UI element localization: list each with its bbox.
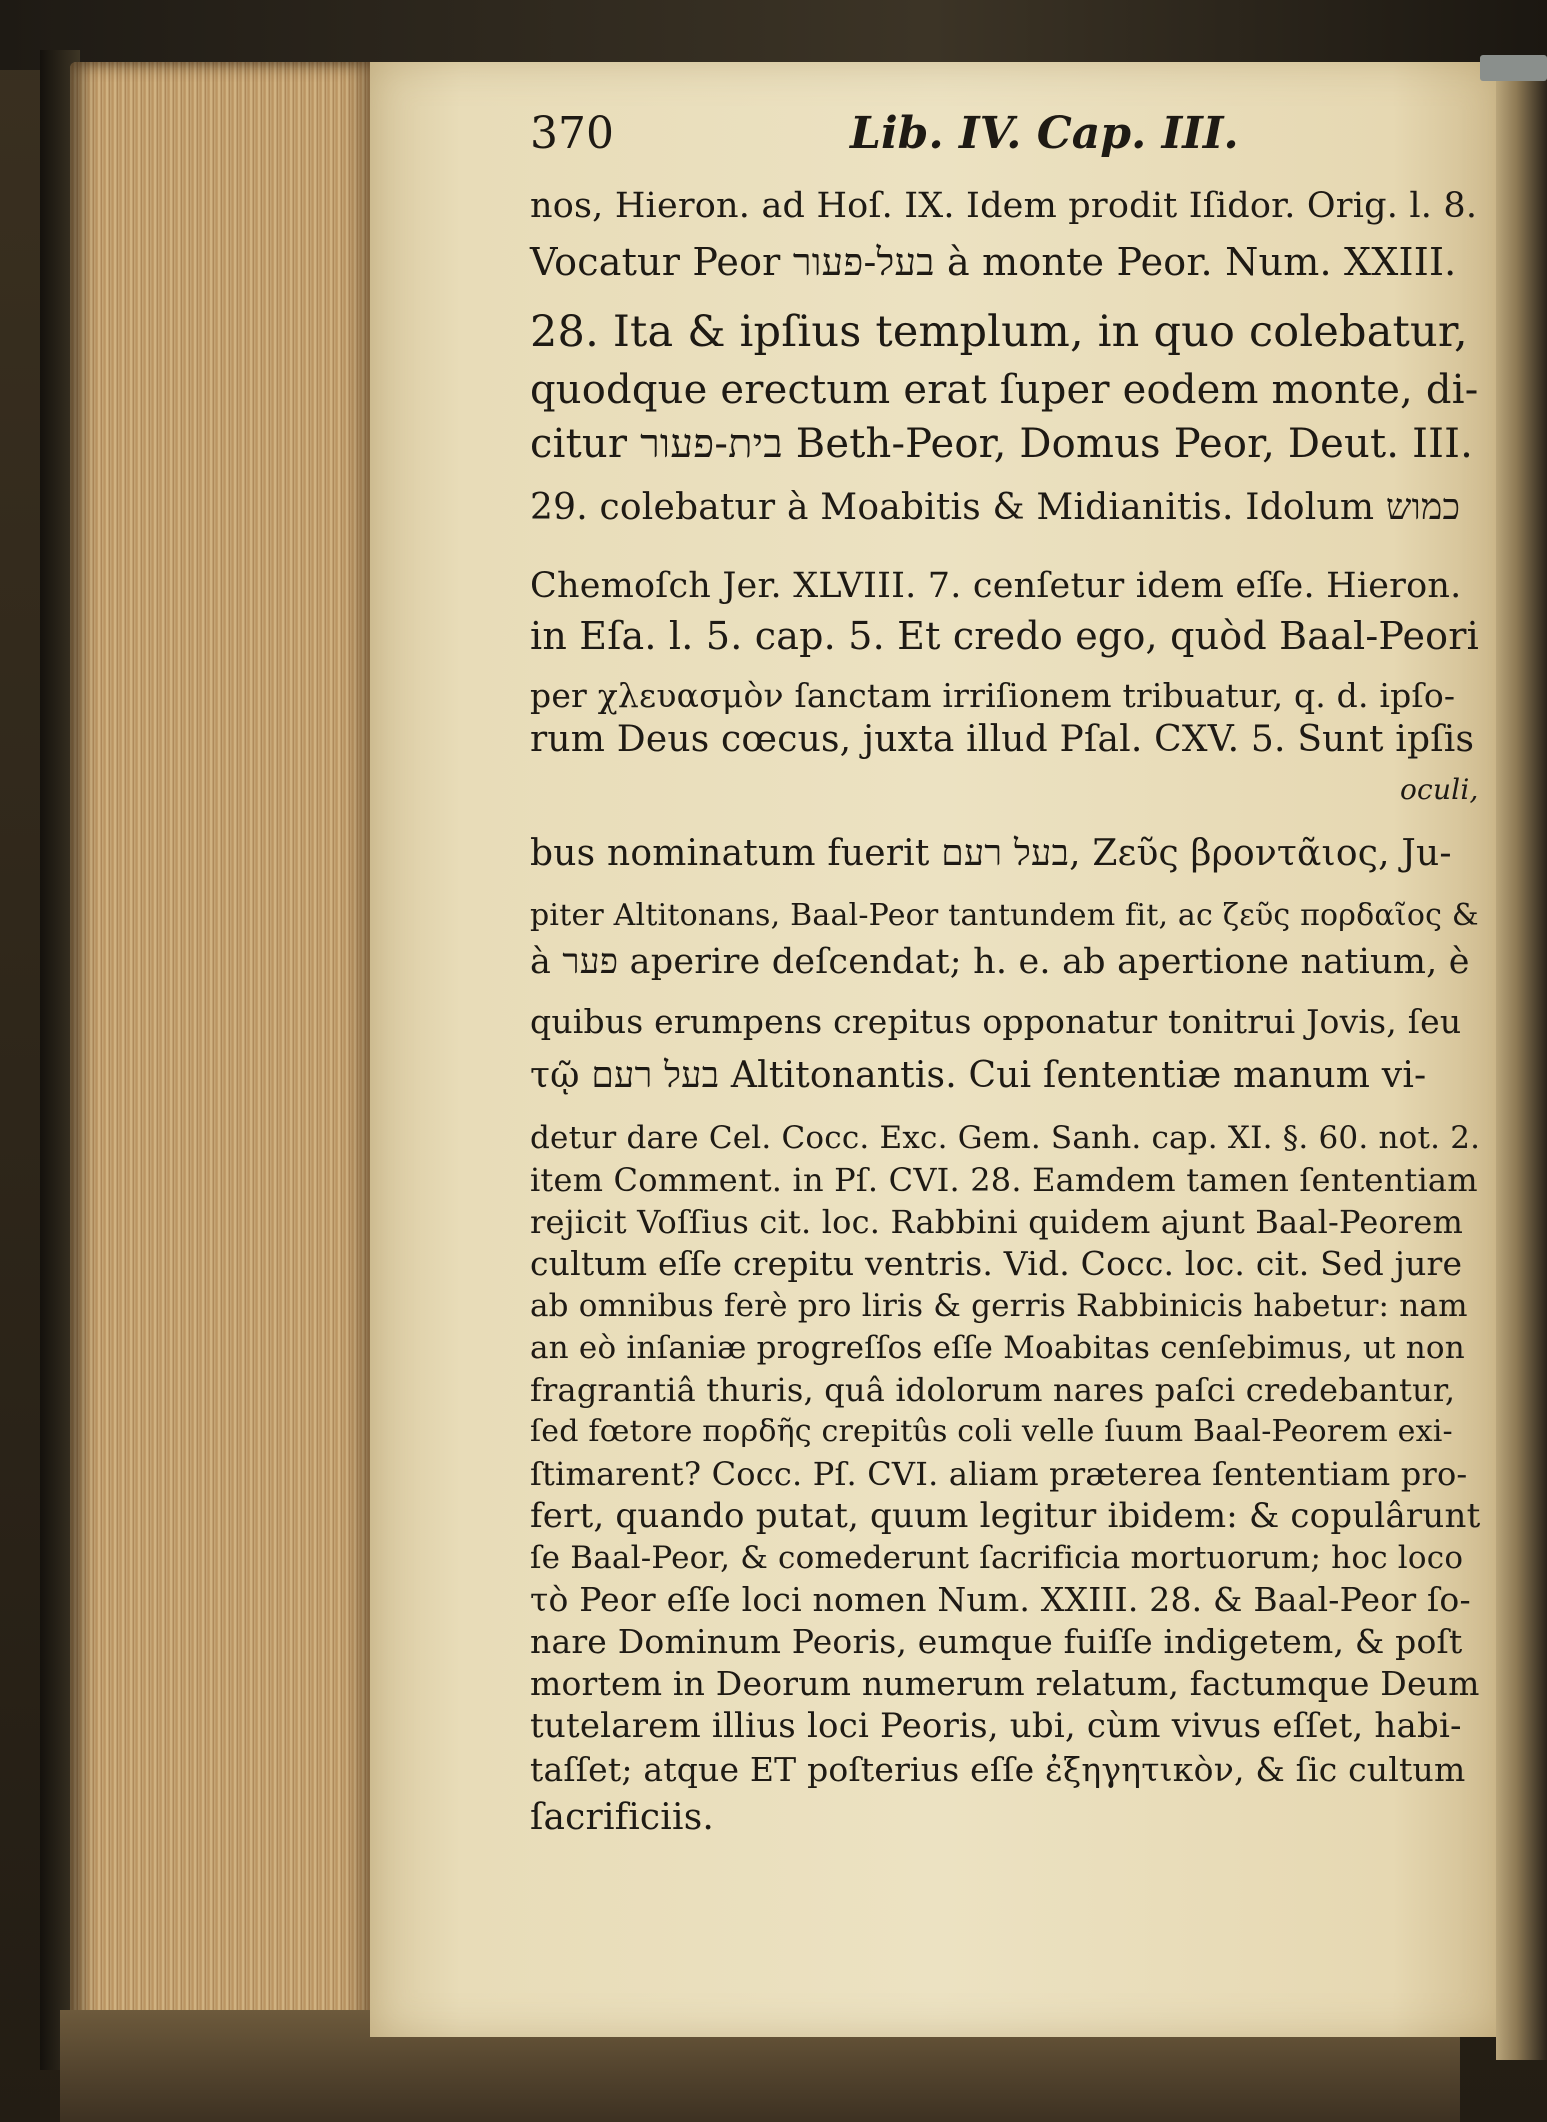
text-line: 28. Ita & ipſius templum, in quo colebatur,: [530, 307, 1468, 357]
text-line: nare Dominum Peoris, eumque fuiſſe indigetem, & poſt: [530, 1622, 1463, 1661]
catchword: oculi,: [1400, 773, 1479, 806]
text-line: ſtimarent? Cocc. Pſ. CVI. aliam præterea ſententiam pro-: [530, 1455, 1468, 1493]
page-number: 370: [530, 108, 614, 159]
text-line: à פער aperire deſcendat; h. e. ab apertione natium, è: [530, 942, 1470, 982]
gutter-shadow: [1496, 70, 1547, 2060]
text-line: an eò inſaniæ progreſſos eſſe Moabitas cenſebimus, ut non: [530, 1330, 1465, 1366]
text-line: in Eſa. l. 5. cap. 5. Et credo ego, quòd Baal-Peori: [530, 614, 1479, 658]
text-line: tutelarem illius loci Peoris, ubi, cùm vivus eſſet, habi-: [530, 1706, 1462, 1746]
text-line: detur dare Cel. Cocc. Exc. Gem. Sanh. cap. XI. §. 60. not. 2.: [530, 1120, 1481, 1156]
text-line: Chemoſch Jer. XLVIII. 7. cenſetur idem eſſe. Hieron.: [530, 566, 1462, 606]
text-line: quibus erumpens crepitus opponatur tonitrui Jovis, ſeu: [530, 1002, 1462, 1041]
running-head: [530, 108, 1480, 164]
text-line: item Comment. in Pſ. CVI. 28. Eamdem tamen ſententiam: [530, 1161, 1478, 1199]
text-line: mortem in Deorum numerum relatum, factumque Deum: [530, 1664, 1480, 1703]
text-line: ſed fœtore πορδῆς crepitûs coli velle ſuum Baal-Peorem exi-: [530, 1414, 1453, 1449]
text-line: ſe Baal-Peor, & comederunt ſacrificia mortuorum; hoc loco: [530, 1540, 1464, 1576]
text-line: quodque erectum erat ſuper eodem monte, di-: [530, 367, 1479, 413]
text-line: τὸ Peor eſſe loci nomen Num. XXIII. 28. & Baal-Peor ſo-: [530, 1580, 1471, 1619]
text-line: citur בית-פעור Beth-Peor, Domus Peor, Deut. III.: [530, 421, 1474, 467]
text-line: taſſet; atque ET poſterius eſſe ἐξηγητικὸν, & ſic cultum: [530, 1750, 1466, 1789]
text-line: rum Deus cœcus, juxta illud Pſal. CXV. 5. Sunt ipſis: [530, 719, 1475, 760]
binding-top: [0, 0, 1547, 70]
text-line: piter Altitonans, Baal-Peor tantundem fit, ac ζεῦς πορδαῖος &: [530, 898, 1479, 933]
text-line: cultum eſſe crepitu ventris. Vid. Cocc. loc. cit. Sed jure: [530, 1244, 1463, 1283]
text-line: ſacrificiis.: [530, 1797, 715, 1838]
running-title: Lib. IV. Cap. III.: [850, 108, 1239, 159]
text-line: bus nominatum fuerit בעל רעם, Ζεῦς βροντᾶιος, Ju-: [530, 833, 1452, 874]
text-line: τῷ בעל רעם Altitonantis. Cui ſententiæ manum vi-: [530, 1055, 1427, 1096]
bookmark-ribbon: [1480, 55, 1547, 81]
text-line: fragrantiâ thuris, quâ idolorum nares paſci credebantur,: [530, 1371, 1456, 1409]
page-block-edge: [70, 62, 370, 2042]
text-line: ab omnibus ferè pro liris & gerris Rabbinicis habetur: nam: [530, 1288, 1468, 1324]
text-line: rejicit Voſſius cit. loc. Rabbini quidem ajunt Baal-Peorem: [530, 1203, 1464, 1241]
text-line: fert, quando putat, quum legitur ibidem: & copulârunt: [530, 1496, 1481, 1536]
text-line: Vocatur Peor בעל-פעור à monte Peor. Num. XXIII.: [530, 240, 1457, 284]
text-line: per χλευασμὸν ſanctam irriſionem tribuatur, q. d. ipſo-: [530, 676, 1456, 715]
text-line: nos, Hieron. ad Hoſ. IX. Idem prodit Iſidor. Orig. l. 8.: [530, 186, 1478, 226]
text-line: 29. colebatur à Moabitis & Midianitis. Idolum כמוש: [530, 487, 1461, 528]
